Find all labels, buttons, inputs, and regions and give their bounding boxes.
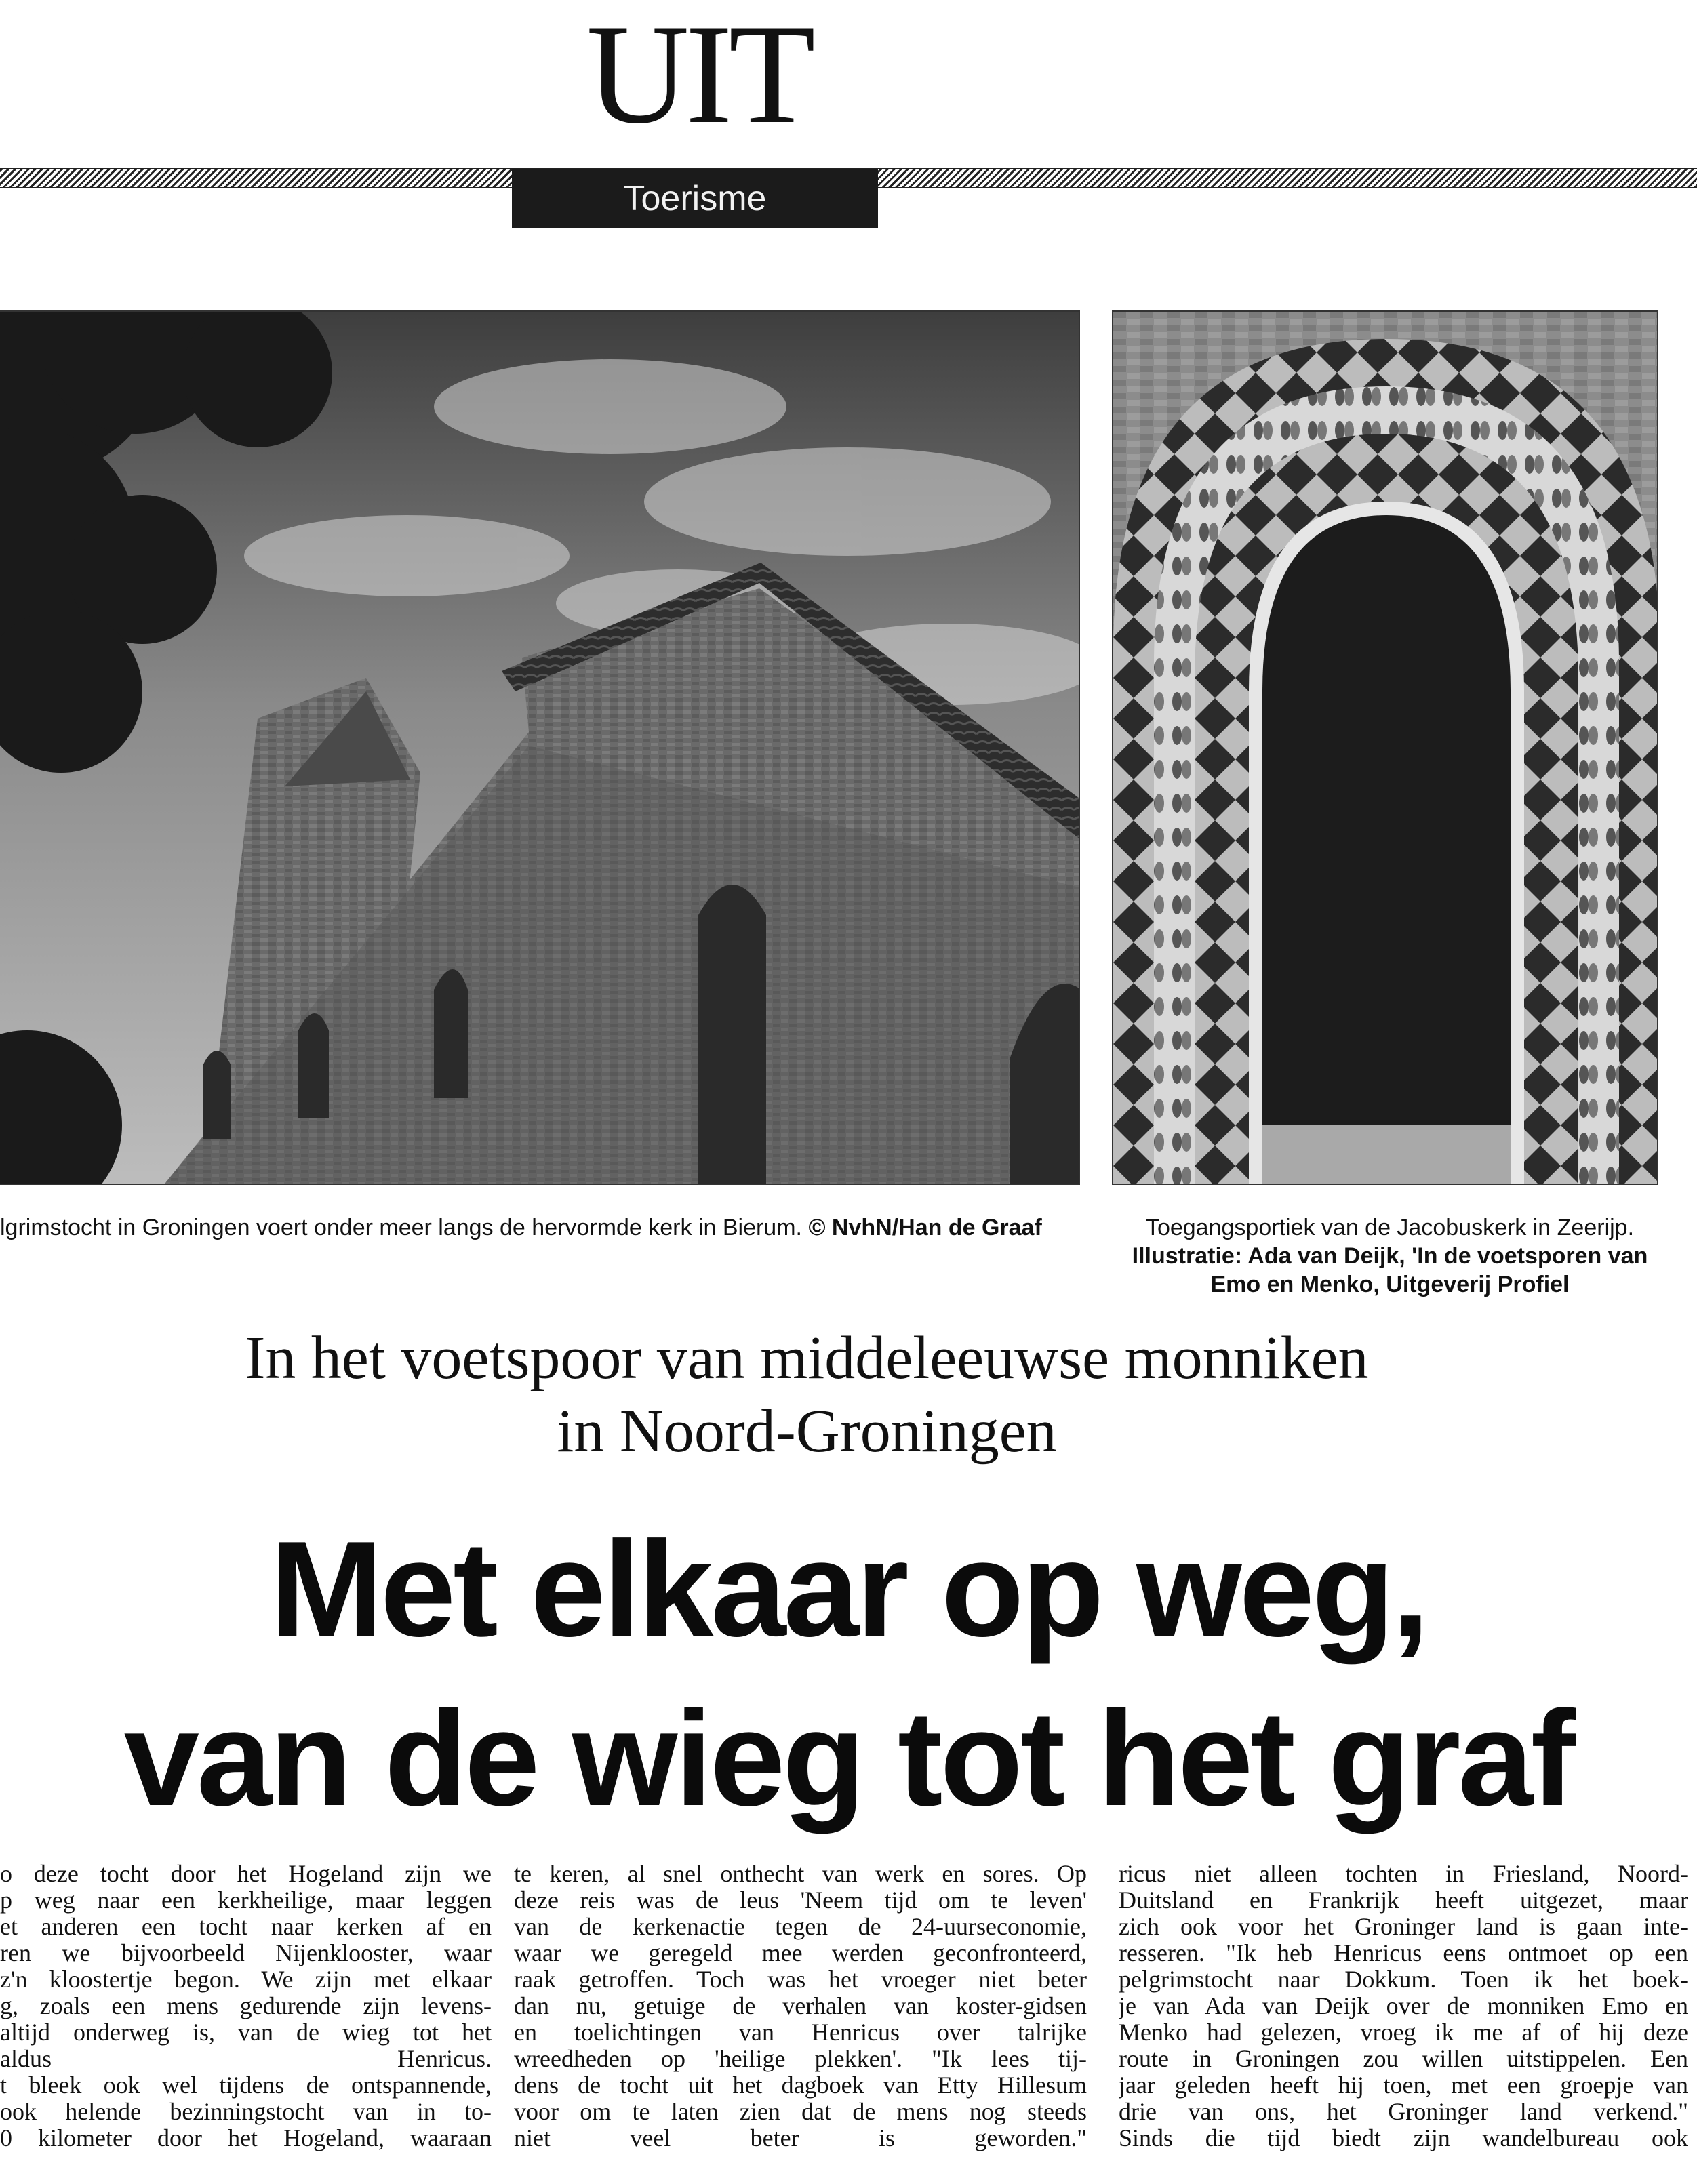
article-line: deze reis was de leus 'Neem tijd om te leven'	[514, 1886, 1087, 1914]
article-line: zich ook voor het Groninger land is gaan inte-	[1119, 1913, 1688, 1940]
article-line: niet veel beter is geworden."	[514, 2124, 1087, 2151]
kicker-line-2: in Noord-Groningen	[557, 1398, 1057, 1465]
photo-left-caption	[0, 1213, 1098, 1242]
article-line: 0 kilometer door het Hogeland, waaraan	[0, 2124, 492, 2151]
photo-left-credit: © NvhN/Han de Graaf	[808, 1215, 1042, 1240]
photo-right-caption-text: Toegangsportiek van de Jacobuskerk in Zeerijp.	[1145, 1215, 1635, 1240]
article-line: te keren, al snel onthecht van werk en sores. Op	[514, 1861, 1087, 1887]
article-column-3	[1119, 1861, 1688, 2184]
article-line: t bleek ook wel tijdens de ontspannende,	[0, 2071, 492, 2099]
article-line: van de kerkenactie tegen de 24-uurseconomie,	[514, 1913, 1087, 1940]
article-column-2	[514, 1861, 1087, 2184]
article-line: dens de tocht uit het dagboek van Etty Hillesum	[514, 2071, 1087, 2099]
church-photo	[0, 310, 1080, 1185]
article-line: Menko had gelezen, vroeg ik me af of hij deze	[1119, 2019, 1688, 2046]
article-line: ren we bijvoorbeeld Nijenklooster, waar	[0, 1939, 492, 1966]
headline-line-2: van de wieg tot het graf	[123, 1683, 1574, 1834]
headline-line-1: Met elkaar op weg,	[270, 1514, 1427, 1665]
article-line: pelgrimstocht naar Dokkum. Toen ik het boek-	[1119, 1966, 1688, 1993]
article-line: Sinds die tijd biedt zijn wandelbureau ook	[1119, 2124, 1688, 2151]
article-line: dan nu, getuige de verhalen van koster-gidsen	[514, 1992, 1087, 2019]
article-line: drie van ons, het Groninger land verkend."	[1119, 2098, 1688, 2125]
article-line: je van Ada van Deijk over de monniken Emo en	[1119, 1992, 1688, 2019]
article-line: jaar geleden heeft hij toen, met een groepje van	[1119, 2071, 1688, 2099]
article-line: ricus niet alleen tochten in Friesland, Noord-	[1119, 1861, 1688, 1887]
article-line: g, zoals een mens gedurende zijn levens-	[0, 1992, 492, 2019]
article-kicker	[0, 1322, 1614, 1468]
section-title: UIT	[586, 0, 812, 153]
photo-right-caption	[1112, 1213, 1668, 1299]
article-line: o deze tocht door het Hogeland zijn we	[0, 1861, 492, 1887]
article-line: resseren. "Ik heb Henricus eens ontmoet op een	[1119, 1939, 1688, 1966]
section-tab-label: Toerisme	[512, 169, 878, 228]
article-line: raak getroffen. Toch was het vroeger niet beter	[514, 1966, 1087, 1993]
article-headline	[0, 1505, 1697, 1844]
article-line: p weg naar een kerkheilige, maar leggen	[0, 1886, 492, 1914]
article-line: route in Groningen zou willen uitstippelen. Een	[1119, 2045, 1688, 2072]
article-line: waar we geregeld mee werden geconfronteerd,	[514, 1939, 1087, 1966]
article-line: et anderen een tocht naar kerken af en	[0, 1913, 492, 1940]
article-line: ook helende bezinningstocht van in to-	[0, 2098, 492, 2125]
article-line: en toelichtingen van Henricus over talrijke	[514, 2019, 1087, 2046]
article-line: wreedheden op 'heilige plekken'. "Ik lees tij-	[514, 2045, 1087, 2072]
portal-illustration	[1112, 310, 1658, 1185]
article-column-1	[0, 1861, 492, 2184]
article-line: z'n kloostertje begon. We zijn met elkaar	[0, 1966, 492, 1993]
article-line: altijd onderweg is, van de wieg tot het	[0, 2019, 492, 2046]
article-line: voor om te laten zien dat de mens nog steeds	[514, 2098, 1087, 2125]
photo-left-caption-text: lgrimstocht in Groningen voert onder meer langs de hervormde kerk in Bierum.	[0, 1215, 802, 1240]
kicker-line-1: In het voetspoor van middeleeuwse monniken	[245, 1324, 1369, 1392]
photo-right-credit: Illustratie: Ada van Deijk, 'In de voetsporen van Emo en Menko, Uitgeverij Profiel	[1132, 1243, 1648, 1297]
article-line: Duitsland en Frankrijk heeft uitgezet, maar	[1119, 1886, 1688, 1914]
article-line: aldus Henricus.	[0, 2045, 492, 2072]
